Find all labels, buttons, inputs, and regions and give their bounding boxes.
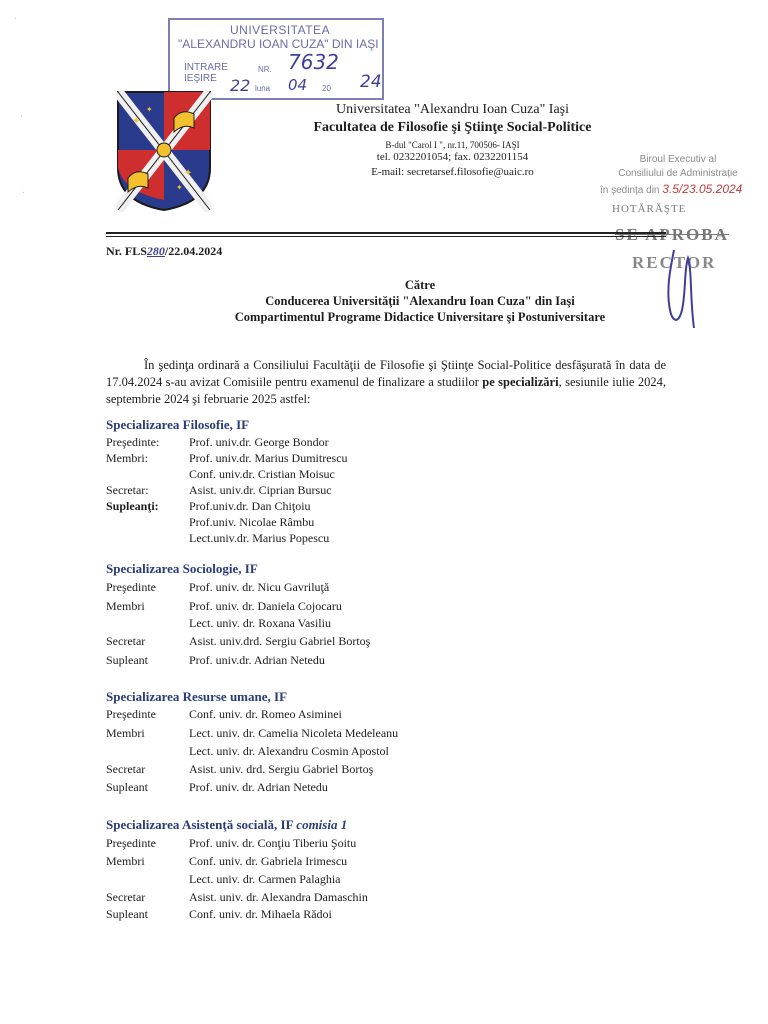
committee-member: Asist. univ. dr. Alexandra Damaschin — [189, 890, 368, 904]
university-crest-logo — [116, 90, 212, 212]
committee-row — [106, 467, 586, 483]
approval-stamp-text: SE APROBA — [615, 225, 729, 244]
committee-member: Prof.univ.dr. Dan Chiţoiu — [189, 499, 311, 513]
header-email: E-mail: secretarsef.filosofie@uaic.ro — [371, 166, 534, 178]
committee-row — [106, 744, 586, 760]
committee-role: Membri — [106, 599, 145, 613]
committee-row — [106, 836, 586, 852]
committee-row — [106, 451, 586, 467]
committee-row — [106, 762, 586, 778]
committee-row — [106, 907, 586, 923]
header-address: B-dul "Carol I ", nr.11, 700506- IAŞI — [385, 140, 520, 150]
committee-row — [106, 890, 586, 906]
committee-member: Prof. univ. dr. Conţiu Tiberiu Şoitu — [189, 836, 357, 850]
committee-row — [106, 616, 586, 632]
committee-role: Preşedinte — [106, 580, 156, 594]
committee-member: Prof. univ.dr. Adrian Netedu — [189, 653, 325, 667]
committee-role: Preşedinte — [106, 707, 156, 721]
specialization-title: Specializarea Filosofie, IF — [106, 417, 250, 432]
committee-role: Preşedinte: — [106, 435, 160, 449]
committee-role: Preşedinte — [106, 836, 156, 850]
committee-member: Prof.univ. Nicolae Râmbu — [189, 515, 315, 529]
committee-member: Prof. univ. dr. Adrian Netedu — [189, 780, 328, 794]
svg-text:✦: ✦ — [184, 168, 193, 179]
scan-mark: · — [22, 188, 26, 199]
committee-member: Conf. univ. dr. Romeo Asiminei — [189, 707, 342, 721]
committee-member: Lect. univ. dr. Carmen Palaghia — [189, 872, 341, 886]
committee-row — [106, 483, 586, 499]
committee-role: Supleanţi: — [106, 499, 159, 513]
committee-row — [106, 580, 586, 596]
committee-row — [106, 634, 586, 650]
committee-row — [106, 653, 586, 669]
committee-row — [106, 531, 586, 547]
committee-member: Conf. univ. dr. Mihaela Rădoi — [189, 907, 332, 921]
header-separator-thin — [106, 236, 666, 237]
committee-member: Lect. univ. dr. Camelia Nicoleta Medeleanu — [189, 726, 399, 740]
committee-row — [106, 515, 586, 531]
committee-row — [106, 872, 586, 888]
committee-member: Asist. univ.drd. Sergiu Gabriel Bortoş — [189, 634, 371, 648]
stamp-year-prefix: 20 — [322, 84, 331, 93]
stamp-luna-label: luna — [255, 84, 271, 93]
specialization-title — [106, 817, 347, 833]
specialization-title: Specializarea Resurse umane, IF — [106, 689, 288, 704]
committee-member: Prof. univ.dr. Marius Dumitrescu — [189, 451, 348, 465]
committee-member: Lect.univ.dr. Marius Popescu — [189, 531, 330, 545]
document-number-prefix: Nr. FLS — [106, 244, 147, 258]
stamp-line2: "ALEXANDRU IOAN CUZA" DIN IAŞI — [178, 37, 379, 51]
specialization-title-suffix: comisia 1 — [296, 817, 348, 832]
addressee-line1: Conducerea Universităţii "Alexandru Ioan Cuza" din Iaşi — [265, 294, 575, 308]
header-phone: tel. 0232201054; fax. 0232201154 — [376, 151, 529, 163]
stamp-month: 04 — [288, 76, 308, 94]
committee-role: Membri — [106, 726, 145, 740]
stamp-year-suffix: 24 — [360, 72, 382, 92]
committee-member: Prof. univ. dr. Nicu Gavriluţă — [189, 580, 330, 594]
scan-mark: · — [20, 112, 24, 123]
committee-role: Secretar — [106, 890, 146, 904]
header-separator — [106, 232, 666, 234]
committee-row — [106, 726, 586, 742]
intro-text-bold: pe specializări — [482, 375, 559, 389]
committee-member: Lect. univ. dr. Alexandru Cosmin Apostol — [189, 744, 389, 758]
committee-role: Supleant — [106, 780, 148, 794]
intro-text-b: , sesiunile iulie 2024, septembrie 2024 şi februarie 2025 astfel: — [106, 375, 666, 406]
document-number-handwritten: 280 — [146, 244, 165, 258]
stamp-intrare: INTRARE — [184, 62, 228, 73]
committee-role: Supleant — [106, 653, 148, 667]
rector-stamp-text: RECTOR — [632, 253, 717, 272]
committee-row — [106, 435, 586, 451]
addressee-to: Către — [404, 278, 436, 292]
stamp-nr-value: 7632 — [288, 50, 339, 74]
committee-row — [106, 780, 586, 796]
committee-member: Conf. univ.dr. Cristian Moisuc — [189, 467, 335, 481]
document-number — [106, 244, 222, 259]
stamp-nr-label: NR. — [258, 65, 272, 74]
committee-member: Lect. univ. dr. Roxana Vasiliu — [189, 616, 331, 630]
stamp-iesire: IEŞIRE — [184, 73, 217, 84]
committee-row — [106, 854, 586, 870]
svg-text:✦: ✦ — [132, 116, 141, 127]
svg-text:✦: ✦ — [176, 183, 183, 192]
specialization-title: Specializarea Sociologie, IF — [106, 561, 258, 576]
committee-role: Secretar — [106, 634, 146, 648]
committee-member: Prof. univ. dr. Daniela Cojocaru — [189, 599, 342, 613]
committee-role: Membri — [106, 854, 145, 868]
stamp-line1: UNIVERSITATEA — [230, 23, 331, 37]
svg-text:✦: ✦ — [146, 105, 153, 114]
registration-stamp — [168, 18, 384, 100]
intro-text-a: În şedinţa ordinară a Consiliului Facultăţii de Filosofie şi Ştiinţe Social-Politice desfăşurată în data de 17.04.2024 s-au avizat Comisiile pentru examenul de finalizare a studiilor — [106, 358, 666, 389]
admin-note-line3-prefix: în ședința din — [600, 185, 660, 196]
admin-note-date: 3.5/23.05.2024 — [662, 182, 743, 196]
committee-member: Asist. univ.dr. Ciprian Bursuc — [189, 483, 332, 497]
committee-row — [106, 499, 586, 515]
committee-role: Secretar — [106, 762, 146, 776]
admin-decision: HOTĂRĂŞTE — [612, 203, 687, 215]
committee-row — [106, 599, 586, 615]
committee-member: Asist. univ. drd. Sergiu Gabriel Bortoş — [189, 762, 374, 776]
addressee-line2: Compartimentul Programe Didactice Universitare şi Postuniversitare — [234, 310, 606, 324]
admin-note-line2: Consiliului de Administrație — [618, 168, 738, 179]
admin-note-line3 — [600, 182, 760, 196]
header-faculty: Facultatea de Filosofie şi Ştiinţe Social-Politice — [313, 120, 592, 135]
committee-role: Membri: — [106, 451, 148, 465]
admin-note-line1: Biroul Executiv al — [639, 154, 717, 165]
document-number-date: /22.04.2024 — [164, 244, 223, 258]
committee-member: Prof. univ.dr. George Bondor — [189, 435, 329, 449]
scan-mark: · — [14, 14, 18, 25]
committee-role: Secretar: — [106, 483, 149, 497]
stamp-day: 22 — [230, 76, 251, 95]
intro-paragraph — [106, 357, 666, 408]
committee-role: Supleant — [106, 907, 148, 921]
committee-row — [106, 707, 586, 723]
header-university: Universitatea "Alexandru Ioan Cuza" Iaşi — [335, 102, 569, 117]
committee-member: Conf. univ. dr. Gabriela Irimescu — [189, 854, 348, 868]
specialization-title-text: Specializarea Asistenţă socială, IF — [106, 817, 294, 832]
